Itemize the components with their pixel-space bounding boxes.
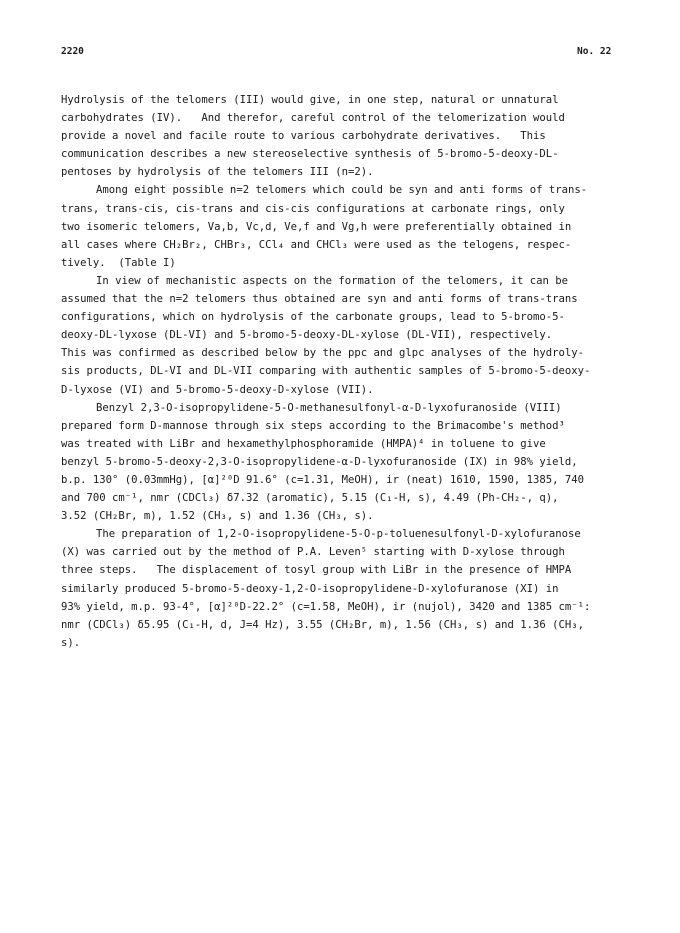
text-line: trans, trans-cis, cis-trans and cis-cis configurations at carbonate rings, only [61, 202, 565, 215]
text-line: sis products, DL-VI and DL-VII comparing with authentic samples of 5-bromo-5-deoxy- [61, 365, 591, 378]
journal-issue: No. 22 [577, 46, 612, 57]
text-line: b.p. 130° (0.03mmHg), [α]²⁰D 91.6° (c=1.31, MeOH), ir (neat) 1610, 1590, 1385, 740 [61, 473, 584, 486]
text-line: and 700 cm⁻¹, nmr (CDCl₃) δ7.32 (aromatic), 5.15 (C₁-H, s), 4.49 (Ph-CH₂-, q), [61, 492, 559, 505]
text-line: deoxy-DL-lyxose (DL-VI) and 5-bromo-5-deoxy-DL-xylose (DL-VII), respectively. [61, 329, 553, 342]
text-line: prepared form D-mannose through six steps according to the Brimacombe's method³ [61, 419, 565, 432]
page-number: 2220 [61, 46, 84, 57]
text-line: This was confirmed as described below by the ppc and glpc analyses of the hydroly- [61, 347, 584, 360]
text-line: In view of mechanistic aspects on the formation of the telomers, it can be [96, 274, 568, 287]
text-line: all cases where CH₂Br₂, CHBr₃, CCl₄ and CHCl₃ were used as the telogens, respec- [61, 238, 572, 251]
text-line: nmr (CDCl₃) δ5.95 (C₁-H, d, J=4 Hz), 3.55 (CH₂Br, m), 1.56 (CH₃, s) and 1.36 (CH₃, [61, 618, 584, 631]
text-line: Among eight possible n=2 telomers which could be syn and anti forms of trans- [96, 184, 588, 197]
text-line: The preparation of 1,2-O-isopropylidene-5-O-p-toluenesulfonyl-D-xylofuranose [96, 528, 581, 541]
text-line: assumed that the n=2 telomers thus obtained are syn and anti forms of trans-trans [61, 293, 578, 306]
text-line: Hydrolysis of the telomers (III) would give, in one step, natural or unnatural [61, 94, 559, 106]
text-line: pentoses by hydrolysis of the telomers III (n=2). [61, 166, 374, 179]
text-line: carbohydrates (IV). And therefor, careful control of the telomerization would [61, 112, 565, 125]
text-line: Benzyl 2,3-O-isopropylidene-5-O-methanesulfonyl-α-D-lyxofuranoside (VIII) [96, 401, 562, 414]
text-line: two isomeric telomers, Va,b, Vc,d, Ve,f and Vg,h were preferentially obtained in [61, 220, 572, 233]
text-line: s). [61, 636, 81, 649]
text-line: tively. (Table I) [61, 256, 176, 269]
text-line: was treated with LiBr and hexamethylphosphoramide (HMPA)⁴ in toluene to give [61, 437, 546, 450]
text-line: (X) was carried out by the method of P.A. Leven⁵ starting with D-xylose through [61, 546, 565, 559]
text-line: configurations, which on hydrolysis of the carbonate groups, lead to 5-bromo-5- [61, 311, 565, 324]
text-line: provide a novel and facile route to various carbohydrate derivatives. This [61, 130, 546, 143]
text-line: 3.52 (CH₂Br, m), 1.52 (CH₃, s) and 1.36 (CH₃, s). [61, 510, 374, 523]
body-text [61, 91, 636, 652]
text-line: 93% yield, m.p. 93-4°, [α]²⁰D-22.2° (c=1.58, MeOH), ir (nujol), 3420 and 1385 cm⁻¹: [61, 600, 591, 613]
text-line: benzyl 5-bromo-5-deoxy-2,3-O-isopropylidene-α-D-lyxofuranoside (IX) in 98% yield, [61, 455, 578, 468]
text-line: three steps. The displacement of tosyl group with LiBr in the presence of HMPA [61, 564, 572, 577]
text-line: similarly produced 5-bromo-5-deoxy-1,2-O-isopropylidene-D-xylofuranose (XI) in [61, 582, 559, 595]
text-line: D-lyxose (VI) and 5-bromo-5-deoxy-D-xylose (VII). [61, 383, 374, 396]
text-line: communication describes a new stereoselective synthesis of 5-bromo-5-deoxy-DL- [61, 148, 559, 161]
